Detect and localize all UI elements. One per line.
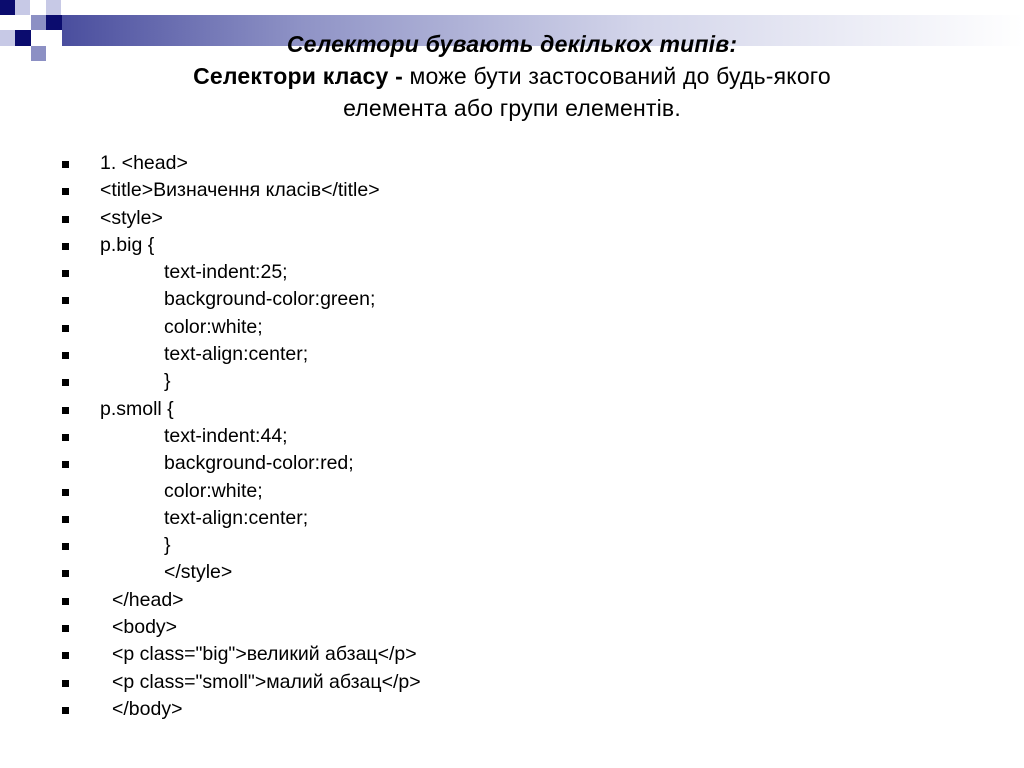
square-bullet-icon [62, 434, 69, 441]
corner-square-icon [46, 0, 61, 15]
square-bullet-icon [62, 598, 69, 605]
square-bullet-icon [62, 680, 69, 687]
corner-square-icon [46, 15, 62, 30]
title-line-3: елемента або групи елементів. [343, 95, 681, 121]
code-line-text: text-indent:25; [164, 261, 288, 284]
square-bullet-icon [62, 325, 69, 332]
square-bullet-icon [62, 461, 69, 468]
title-line-2 [193, 63, 831, 89]
code-line-text: color:white; [164, 315, 263, 338]
code-line-text: text-align:center; [164, 506, 309, 529]
title-strong-text: Селектори класу - [193, 63, 403, 89]
code-line-text: p.big { [100, 233, 155, 256]
square-bullet-icon [62, 297, 69, 304]
square-bullet-icon [62, 516, 69, 523]
code-line-text: text-indent:44; [164, 424, 288, 447]
title-rest-text: може бути застосований до будь-якого [402, 63, 831, 89]
square-bullet-icon [62, 270, 69, 277]
corner-square-icon [15, 30, 31, 46]
code-line-text: } [164, 534, 171, 557]
square-bullet-icon [62, 625, 69, 632]
square-bullet-icon [62, 489, 69, 496]
corner-square-icon [0, 0, 15, 15]
square-bullet-icon [62, 379, 69, 386]
code-line-text: color:white; [164, 479, 263, 502]
square-bullet-icon [62, 216, 69, 223]
square-bullet-icon [62, 652, 69, 659]
code-line-text: background-color:green; [164, 288, 376, 311]
corner-square-icon [0, 30, 15, 46]
code-line-text: 1. <head> [100, 152, 188, 174]
square-bullet-icon [62, 707, 69, 714]
corner-square-icon [31, 46, 46, 61]
square-bullet-icon [62, 543, 69, 550]
code-line-text: background-color:red; [164, 452, 354, 475]
corner-square-icon [31, 15, 46, 30]
square-bullet-icon [62, 188, 69, 195]
code-line-text: <p class="smoll">малий абзац</p> [112, 670, 421, 693]
square-bullet-icon [62, 161, 69, 168]
code-line-text: </style> [164, 561, 233, 584]
code-line-text: p.smoll { [100, 397, 174, 420]
code-line-text: <p class="big">великий абзац</p> [112, 643, 417, 666]
code-line-text: text-align:center; [164, 343, 309, 366]
corner-square-icon [15, 0, 30, 15]
code-line-text: } [164, 370, 171, 393]
code-line-text: <style> [100, 206, 163, 229]
code-line-text: <body> [112, 616, 178, 639]
code-line-text: </head> [112, 588, 184, 611]
code-line-text: </body> [112, 697, 183, 720]
slide-title [62, 28, 962, 124]
square-bullet-icon [62, 352, 69, 359]
title-line-1: Селектори бувають декількох типів: [286, 31, 738, 57]
code-line-text: <title>Визначення класів</title> [100, 179, 380, 202]
square-bullet-icon [62, 407, 69, 414]
square-bullet-icon [62, 243, 69, 250]
square-bullet-icon [62, 570, 69, 577]
